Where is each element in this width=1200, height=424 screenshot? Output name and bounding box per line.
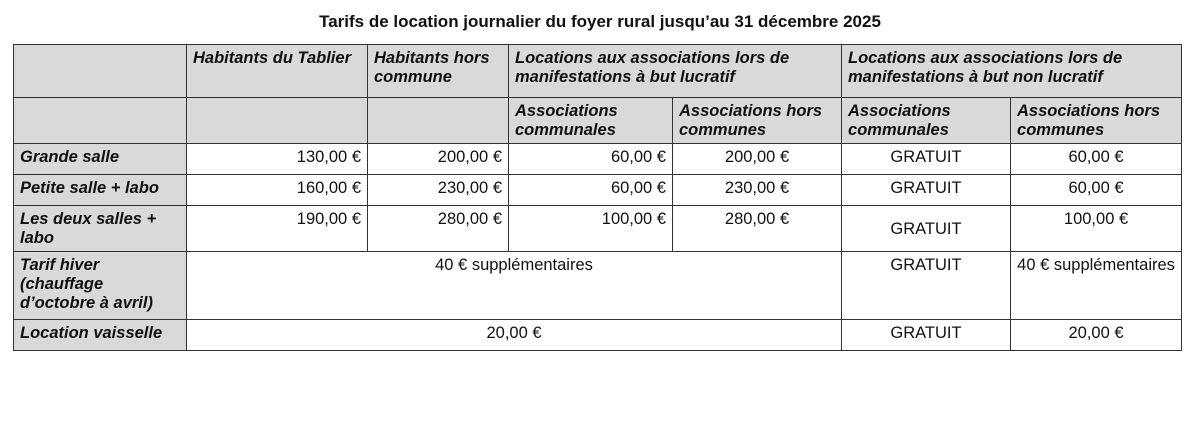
cell-lucratif-communales: 60,00 €: [509, 144, 673, 175]
cell-lucratif-hors: 200,00 €: [673, 144, 842, 175]
cell-non-lucratif-communales: GRATUIT: [842, 252, 1011, 320]
cell-non-lucratif-communales: GRATUIT: [842, 206, 1011, 252]
header-corner-bottom: [14, 98, 187, 144]
table-row: [14, 206, 1182, 252]
cell-hors: 200,00 €: [368, 144, 509, 175]
header-habitants-tablier: Habitants du Tablier: [187, 45, 368, 98]
cell-non-lucratif-hors: 100,00 €: [1011, 206, 1182, 252]
page-title: Tarifs de location journalier du foyer rural jusqu’au 31 décembre 2025: [319, 12, 881, 31]
header-empty-hors: [368, 98, 509, 144]
header-row-1: [14, 45, 1182, 98]
table-row: [14, 175, 1182, 206]
header-assoc-hors-lucratif: Associations hors communes: [673, 98, 842, 144]
header-non-lucratif: Locations aux associations lors de manifestations à but non lucratif: [842, 45, 1182, 98]
cell-non-lucratif-hors: 60,00 €: [1011, 144, 1182, 175]
cell-non-lucratif-hors: 20,00 €: [1011, 320, 1182, 351]
header-assoc-communales-lucratif: Associations communales: [509, 98, 673, 144]
table-row: [14, 144, 1182, 175]
cell-non-lucratif-communales: GRATUIT: [842, 144, 1011, 175]
cell-tablier: 190,00 €: [187, 206, 368, 252]
header-empty-tablier: [187, 98, 368, 144]
header-habitants-hors: Habitants hors commune: [368, 45, 509, 98]
cell-lucratif-communales: 60,00 €: [509, 175, 673, 206]
header-corner-top: [14, 45, 187, 98]
cell-tablier: 160,00 €: [187, 175, 368, 206]
header-assoc-hors-non-lucratif: Associations hors communes: [1011, 98, 1182, 144]
table-row-hiver: [14, 252, 1182, 320]
cell-hiver-merged: 40 € supplémentaires: [187, 252, 842, 320]
row-label: Grande salle: [14, 144, 187, 175]
cell-non-lucratif-hors: 60,00 €: [1011, 175, 1182, 206]
row-label: Les deux salles + labo: [14, 206, 187, 252]
cell-vaisselle-merged: 20,00 €: [187, 320, 842, 351]
header-row-2: [14, 98, 1182, 144]
cell-hors: 230,00 €: [368, 175, 509, 206]
table-row-vaisselle: [14, 320, 1182, 351]
cell-non-lucratif-hors: 40 € supplémentaires: [1011, 252, 1182, 320]
row-label: Petite salle + labo: [14, 175, 187, 206]
cell-lucratif-hors: 230,00 €: [673, 175, 842, 206]
cell-lucratif-communales: 100,00 €: [509, 206, 673, 252]
cell-hors: 280,00 €: [368, 206, 509, 252]
cell-non-lucratif-communales: GRATUIT: [842, 320, 1011, 351]
row-label: Tarif hiver (chauffage d’octobre à avril): [14, 252, 187, 320]
cell-lucratif-hors: 280,00 €: [673, 206, 842, 252]
header-assoc-communales-non-lucratif: Associations communales: [842, 98, 1011, 144]
header-lucratif: Locations aux associations lors de manifestations à but lucratif: [509, 45, 842, 98]
cell-tablier: 130,00 €: [187, 144, 368, 175]
cell-non-lucratif-communales: GRATUIT: [842, 175, 1011, 206]
tariff-table: [13, 44, 1182, 351]
row-label: Location vaisselle: [14, 320, 187, 351]
